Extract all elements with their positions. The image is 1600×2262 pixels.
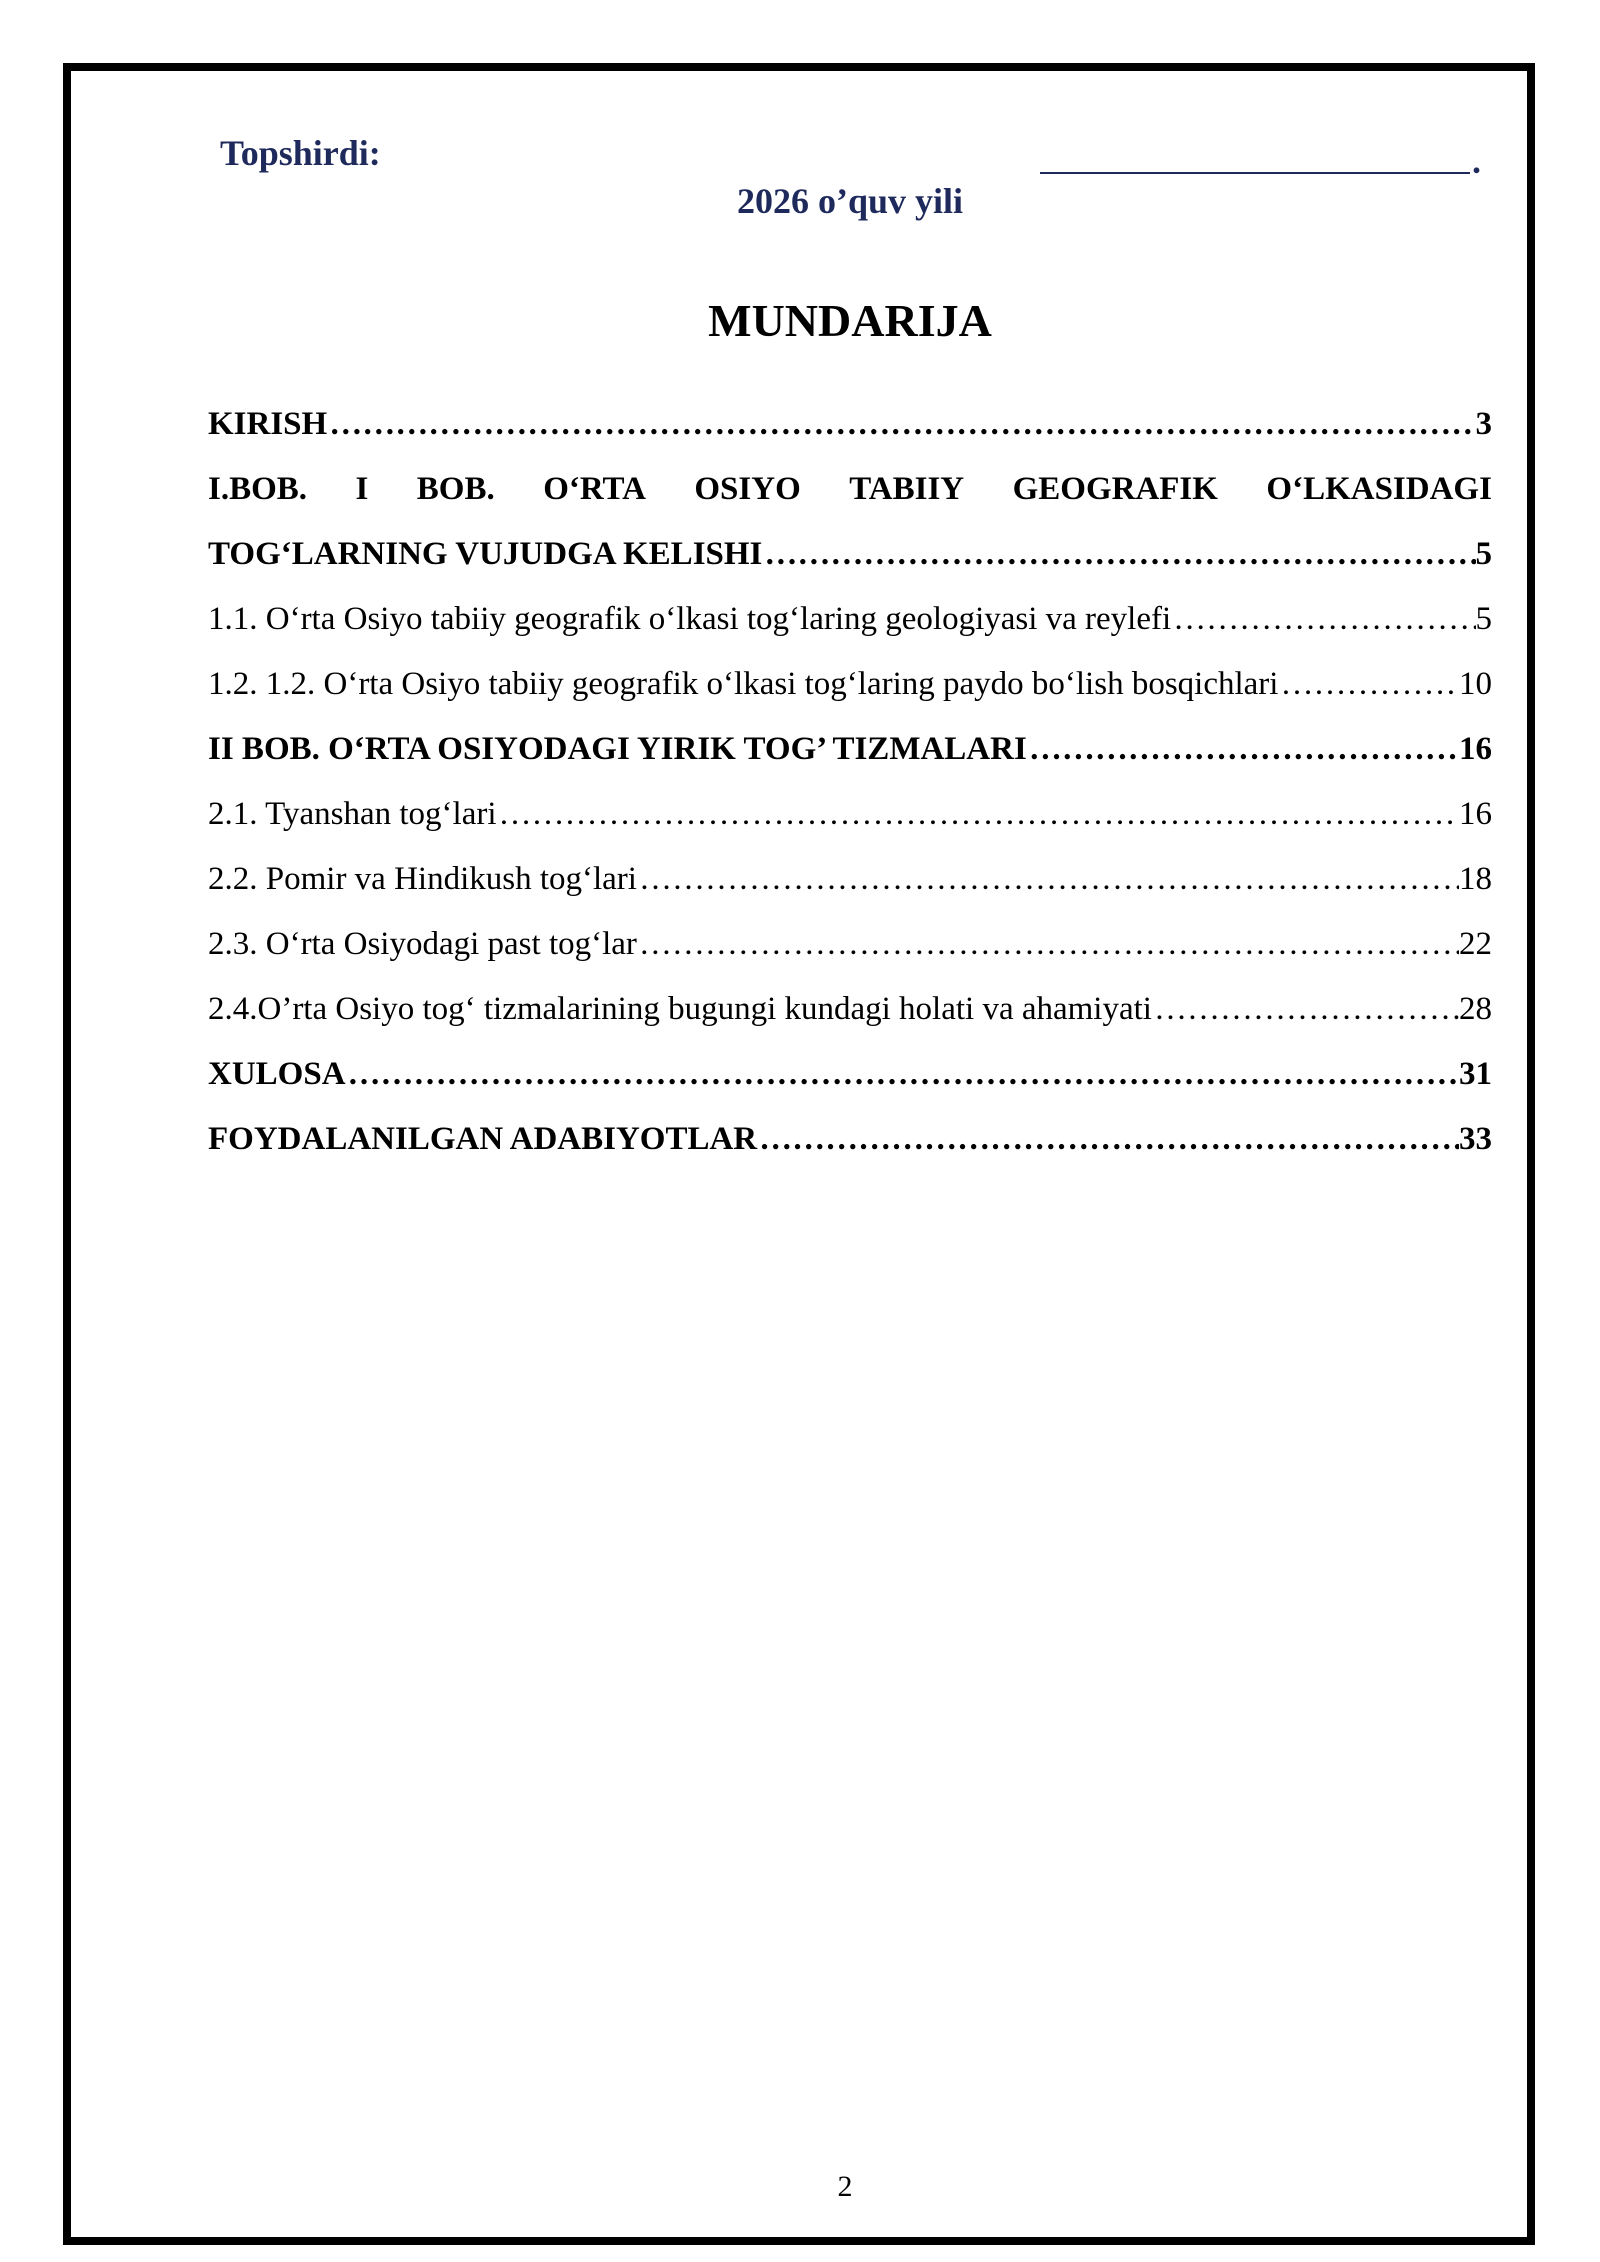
toc-entry-page: 18 (1459, 861, 1492, 897)
submitted-label: Topshirdi: (220, 133, 381, 173)
toc-entry-label: 2.1. Tyanshan tog‘lari (208, 796, 497, 832)
toc-leader-dots (1027, 717, 1459, 782)
toc-word: OSIYO (694, 471, 801, 507)
toc-entry-page: 16 (1459, 796, 1492, 832)
toc-entry-page: 3 (1475, 406, 1492, 442)
toc-entry-label: KIRISH (208, 406, 328, 442)
toc-leader-dots (757, 1107, 1459, 1172)
toc-entry-label: 2.2. Pomir va Hindikush tog‘lari (208, 861, 637, 897)
toc-entry-page: 28 (1459, 991, 1492, 1027)
signature-dot: . (1472, 141, 1481, 181)
toc-word: I (355, 471, 369, 507)
toc-entry-1-1 (208, 587, 1492, 652)
toc-word: O‘RTA (543, 471, 646, 507)
toc-leader-dots (637, 847, 1459, 912)
toc-entry-2-4 (208, 977, 1492, 1042)
signature-line (1040, 172, 1470, 174)
toc-entry-xulosa (208, 1042, 1492, 1107)
toc-leader-dots (637, 912, 1459, 977)
toc-entry-label: XULOSA (208, 1056, 346, 1092)
toc-entry-chapter-1-line-2 (208, 522, 1492, 587)
toc-entry-page: 16 (1459, 731, 1492, 767)
toc-entry-label: TOG‘LARNING VUJUDGA KELISHI (208, 536, 763, 572)
toc-word: GEOGRAFIK (1012, 471, 1218, 507)
toc-word: BOB. (416, 471, 495, 507)
toc-entry-label: 1.2. 1.2. O‘rta Osiyo tabiiy geografik o‘lkasi tog‘laring paydo bo‘lish bosqichlari (208, 666, 1279, 702)
toc-leader-dots (762, 522, 1475, 587)
toc-word: TABIIY (849, 471, 965, 507)
toc-entry-kirish (208, 392, 1492, 457)
toc-entry-page: 33 (1459, 1121, 1492, 1157)
toc-entry-2-3 (208, 912, 1492, 977)
toc-entry-bibliography (208, 1107, 1492, 1172)
toc-leader-dots (1278, 652, 1459, 717)
page-number: 2 (837, 2170, 853, 2203)
toc-entry-chapter-2 (208, 717, 1492, 782)
toc-entry-label: 1.1. O‘rta Osiyo tabiiy geografik o‘lkasi tog‘laring geologiyasi va reylefi (208, 601, 1172, 637)
toc-entry-chapter-1-line-1 (208, 457, 1492, 522)
toc-leader-dots (1152, 977, 1459, 1042)
toc-entry-label: FOYDALANILGAN ADABIYOTLAR (208, 1121, 758, 1157)
toc-entry-page: 10 (1459, 666, 1492, 702)
toc-leader-dots (327, 392, 1475, 457)
toc-word: O‘LKASIDAGI (1266, 471, 1492, 507)
toc-entry-1-2 (208, 652, 1492, 717)
toc-entry-2-2 (208, 847, 1492, 912)
toc-entry-2-1 (208, 782, 1492, 847)
toc-entry-page: 5 (1475, 601, 1492, 637)
toc-entry-label: II BOB. O‘RTA OSIYODAGI YIRIK TOG’ TIZMALARI (208, 731, 1027, 767)
table-of-contents (208, 392, 1492, 1172)
toc-leader-dots (497, 782, 1459, 847)
toc-entry-page: 31 (1459, 1056, 1492, 1092)
toc-leader-dots (346, 1042, 1459, 1107)
toc-entry-page: 22 (1459, 926, 1492, 962)
toc-entry-page: 5 (1475, 536, 1492, 572)
page-title: MUNDARIJA (708, 295, 992, 346)
toc-leader-dots (1171, 587, 1475, 652)
toc-entry-label: 2.4.O’rta Osiyo tog‘ tizmalarining bugungi kundagi holati va ahamiyati (208, 991, 1152, 1027)
toc-word: I.BOB. (208, 471, 308, 507)
academic-year: 2026 o’quv yili (736, 181, 964, 221)
toc-entry-label: 2.3. O‘rta Osiyodagi past tog‘lar (208, 926, 637, 962)
